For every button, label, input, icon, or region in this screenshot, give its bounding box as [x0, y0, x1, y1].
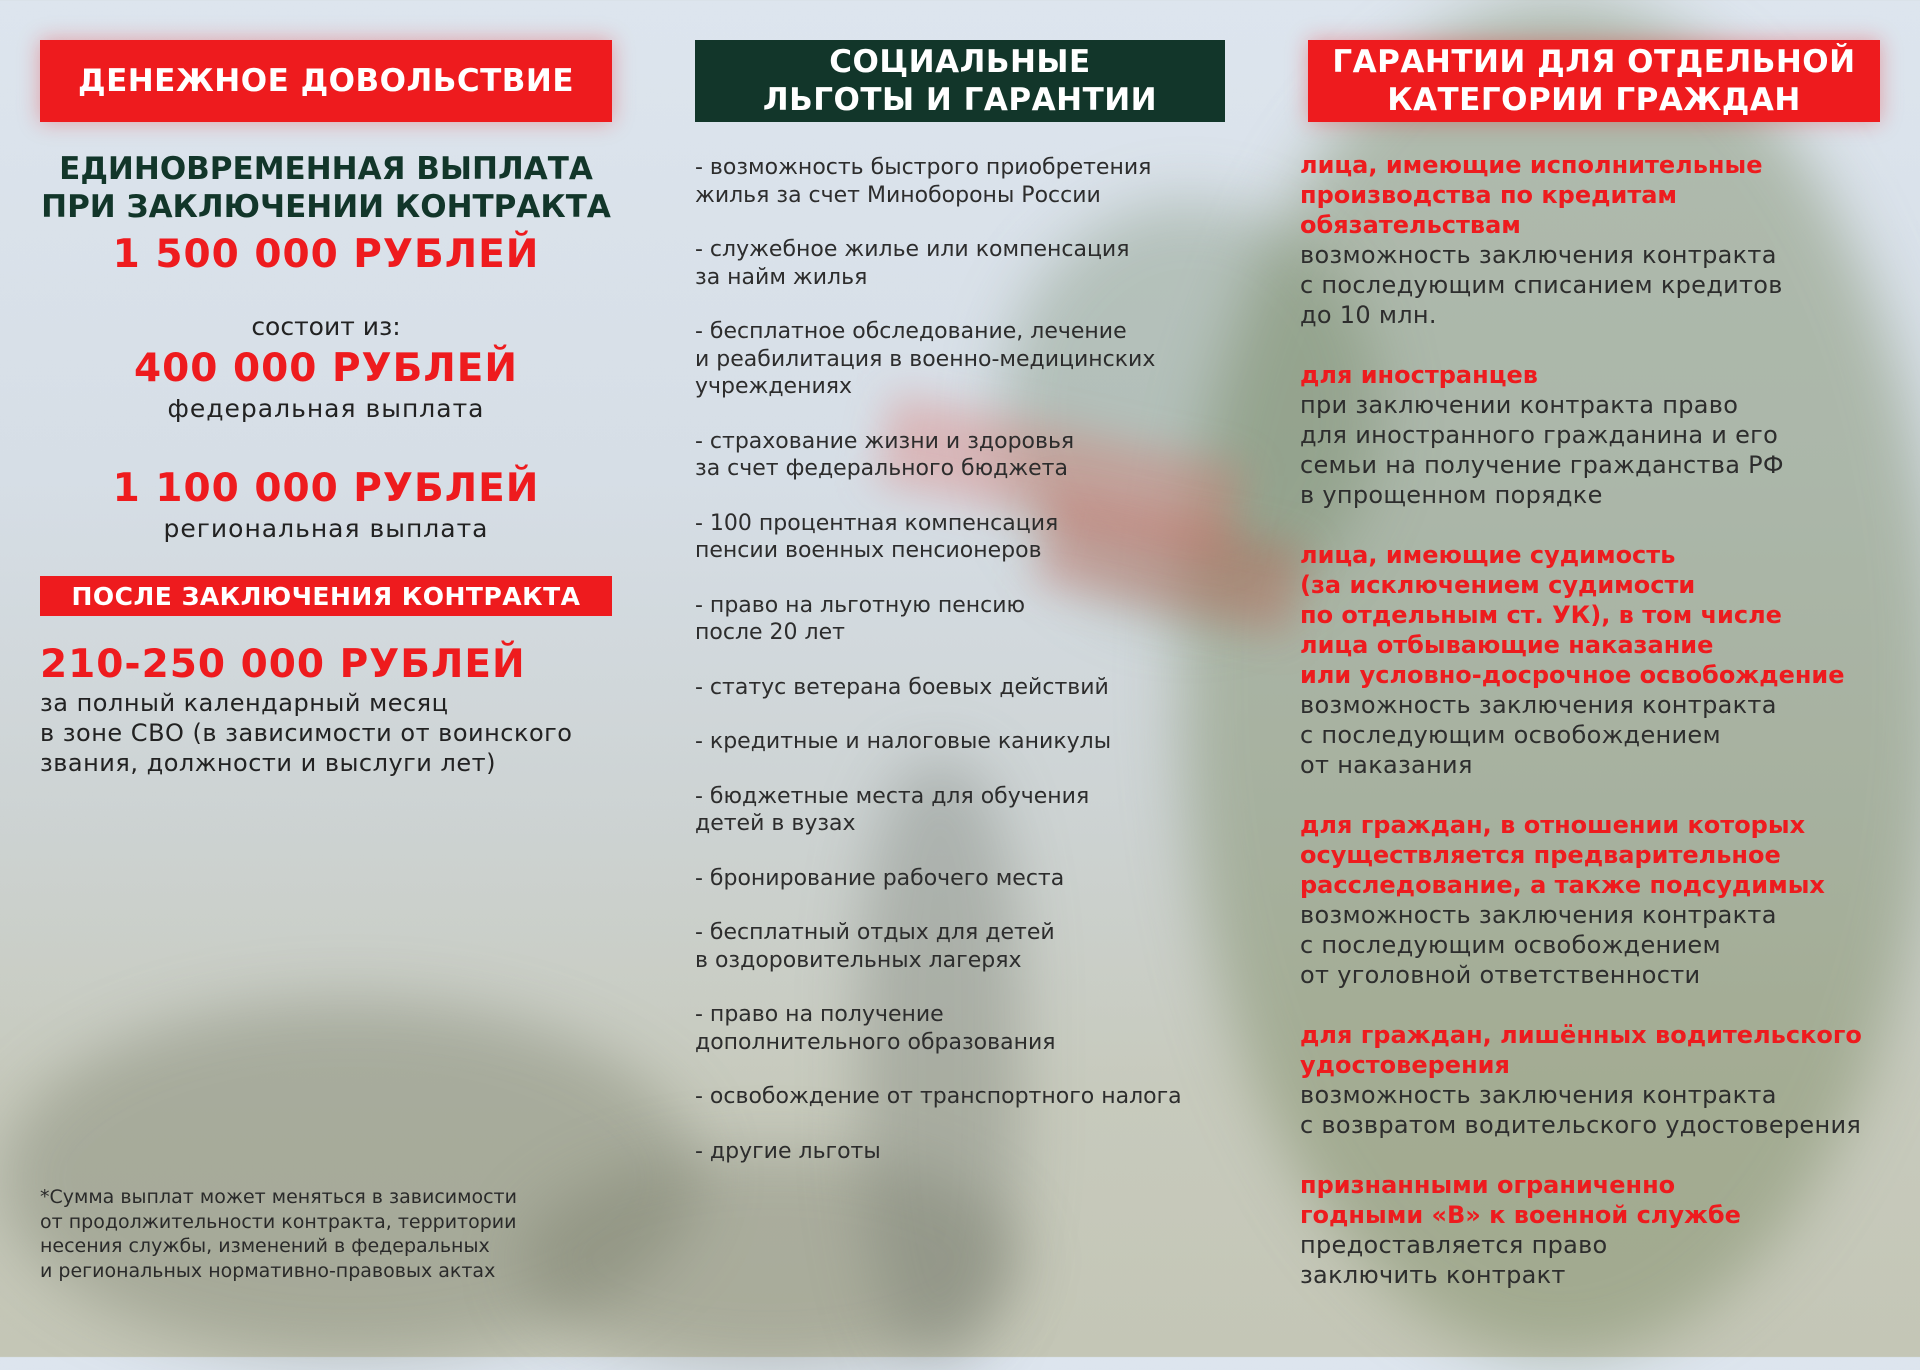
- monthly-description: [40, 688, 612, 778]
- guarantee-heading-line: признанными ограниченно: [1300, 1171, 1676, 1199]
- guarantee-heading-line: удостоверения: [1300, 1051, 1510, 1079]
- benefit-item: [695, 510, 1235, 565]
- guarantee-body-line: возможность заключения контракта: [1300, 901, 1777, 929]
- benefit-item: [695, 674, 1235, 702]
- lump-title-line-2: ПРИ ЗАКЛЮЧЕНИИ КОНТРАКТА: [41, 189, 611, 225]
- footnote-line: и региональных нормативно-правовых актах: [40, 1259, 496, 1282]
- federal-label: федеральная выплата: [167, 394, 485, 423]
- benefit-line: - освобождение от транспортного налога: [695, 1084, 1182, 1109]
- guarantee-body-line: при заключении контракта право: [1300, 391, 1739, 419]
- pay-header-text: ДЕНЕЖНОЕ ДОВОЛЬСТВИЕ: [77, 63, 575, 99]
- guarantee-heading-line: для граждан, в отношении которых: [1300, 811, 1806, 839]
- benefit-line: пенсии военных пенсионеров: [695, 538, 1042, 563]
- guarantee-heading-line: расследование, а также подсудимых: [1300, 871, 1825, 899]
- benefit-line: - бронирование рабочего места: [695, 865, 1065, 891]
- pay-column: [40, 0, 612, 1357]
- guarantee-heading-line: годными «В» к военной службе: [1300, 1201, 1741, 1229]
- footnote-line: от продолжительности контракта, территории: [40, 1210, 517, 1233]
- benefit-line: - бюджетные места для обучения: [695, 783, 1090, 809]
- social-header-line-2: ЛЬГОТЫ И ГАРАНТИИ: [762, 82, 1158, 118]
- benefit-line: после 20 лет: [695, 620, 845, 645]
- benefit-item: [695, 1083, 1235, 1111]
- guarantee-body-line: с последующим освобождением: [1300, 721, 1721, 749]
- guarantee-body-line: семьи на получение гражданства РФ: [1300, 451, 1784, 479]
- benefit-item: [695, 318, 1235, 401]
- monthly-desc-line: за полный календарный месяц: [40, 689, 449, 717]
- benefit-line: - право на льготную пенсию: [695, 592, 1026, 618]
- benefit-line: - страхование жизни и здоровья: [695, 428, 1075, 454]
- guarantee-body-line: в упрощенном порядке: [1300, 481, 1603, 509]
- guarantee-heading-line: производства по кредитам: [1300, 181, 1678, 209]
- pay-header: [40, 40, 612, 122]
- guarantee-heading-line: лица, имеющие исполнительные: [1300, 151, 1763, 179]
- benefit-line: - служебное жилье или компенсация: [695, 237, 1130, 262]
- after-contract-header: [40, 576, 612, 616]
- benefit-line: - право на получение: [695, 1002, 944, 1027]
- benefit-item: [695, 428, 1235, 483]
- guarantees-header-line-1: ГАРАНТИИ ДЛЯ ОТДЕЛЬНОЙ: [1332, 44, 1856, 80]
- benefit-item: [695, 236, 1235, 291]
- regional-label: региональная выплата: [163, 514, 489, 543]
- benefit-item: [695, 592, 1235, 647]
- guarantee-heading-line: обязательствам: [1300, 211, 1521, 239]
- benefit-line: в оздоровительных лагерях: [695, 947, 1022, 973]
- benefit-line: - другие льготы: [695, 1138, 881, 1164]
- guarantee-body-line: возможность заключения контракта: [1300, 1081, 1777, 1109]
- monthly-desc-line: в зоне СВО (в зависимости от воинского: [40, 719, 573, 747]
- benefit-line: дополнительного образования: [695, 1029, 1056, 1055]
- benefit-item: [695, 1138, 1235, 1166]
- benefit-line: и реабилитация в военно-медицинских: [695, 346, 1156, 372]
- guarantee-body-line: до 10 млн.: [1300, 301, 1437, 329]
- benefit-line: - статус ветерана боевых действий: [695, 674, 1109, 700]
- guarantee-block: [1300, 1020, 1900, 1140]
- guarantee-heading-line: для граждан, лишённых водительского: [1300, 1021, 1862, 1049]
- benefit-item: [695, 728, 1235, 756]
- benefit-line: за найм жилья: [695, 264, 868, 290]
- guarantee-body-line: для иностранного гражданина и его: [1300, 421, 1779, 449]
- guarantee-block: [1300, 540, 1900, 780]
- guarantee-heading-line: или условно-досрочное освобождение: [1300, 661, 1845, 689]
- footnote-line: *Сумма выплат может меняться в зависимости: [40, 1186, 517, 1208]
- guarantee-body-line: от уголовной ответственности: [1300, 961, 1701, 989]
- guarantee-block: [1300, 150, 1900, 330]
- guarantees-header: [1308, 40, 1880, 122]
- guarantee-body-line: заключить контракт: [1300, 1261, 1566, 1289]
- guarantee-block: [1300, 810, 1900, 990]
- social-header-line-1: СОЦИАЛЬНЫЕ: [829, 44, 1091, 80]
- guarantee-body-line: возможность заключения контракта: [1300, 241, 1777, 269]
- benefit-item: [695, 865, 1235, 893]
- benefit-line: за счет федерального бюджета: [695, 456, 1068, 481]
- monthly-amount: 210-250 000 РУБЛЕЙ: [40, 642, 526, 687]
- guarantees-list: [1300, 150, 1900, 1320]
- benefit-item: [695, 783, 1235, 838]
- benefit-line: жилья за счет Минобороны России: [695, 182, 1101, 208]
- guarantee-heading-line: осуществляется предварительное: [1300, 841, 1781, 869]
- benefit-line: учреждениях: [695, 374, 853, 399]
- guarantees-column: [1300, 0, 1890, 1357]
- guarantee-body-line: с последующим списанием кредитов: [1300, 271, 1783, 299]
- benefit-line: детей в вузах: [695, 811, 856, 836]
- benefit-line: - бесплатный отдых для детей: [695, 920, 1055, 945]
- benefit-line: - кредитные и налоговые каникулы: [695, 729, 1112, 754]
- social-header: [695, 40, 1225, 122]
- regional-amount: 1 100 000 РУБЛЕЙ: [112, 466, 540, 511]
- after-contract-header-text: ПОСЛЕ ЗАКЛЮЧЕНИЯ КОНТРАКТА: [71, 581, 581, 611]
- benefits-list: [695, 154, 1235, 1192]
- federal-amount: 400 000 РУБЛЕЙ: [133, 346, 519, 391]
- lump-title-line-1: ЕДИНОВРЕМЕННАЯ ВЫПЛАТА: [59, 151, 593, 187]
- guarantee-body-line: с последующим освобождением: [1300, 931, 1721, 959]
- guarantees-header-line-2: КАТЕГОРИИ ГРАЖДАН: [1387, 82, 1801, 118]
- benefit-item: [695, 154, 1235, 209]
- benefit-line: - бесплатное обследование, лечение: [695, 319, 1127, 344]
- guarantee-heading-line: для иностранцев: [1300, 361, 1538, 389]
- guarantee-body-line: от наказания: [1300, 751, 1473, 779]
- footnote: [40, 1185, 612, 1283]
- social-column: [695, 0, 1225, 1357]
- benefit-line: - 100 процентная компенсация: [695, 510, 1059, 536]
- guarantee-body-line: предоставляется право: [1300, 1231, 1608, 1259]
- lump-sum-title: [40, 150, 612, 226]
- benefit-line: - возможность быстрого приобретения: [695, 155, 1152, 180]
- guarantee-heading-line: лица отбывающие наказание: [1300, 631, 1714, 659]
- guarantee-heading-line: (за исключением судимости: [1300, 571, 1696, 599]
- guarantee-heading-line: лица, имеющие судимость: [1300, 541, 1676, 569]
- benefit-item: [695, 1001, 1235, 1056]
- lump-sum-amount: 1 500 000 РУБЛЕЙ: [112, 232, 540, 277]
- guarantee-heading-line: по отдельным ст. УК), в том числе: [1300, 601, 1782, 629]
- consists-label: состоит из:: [251, 312, 401, 341]
- guarantee-block: [1300, 360, 1900, 510]
- footnote-line: несения службы, изменений в федеральных: [40, 1235, 490, 1257]
- benefit-item: [695, 919, 1235, 974]
- guarantee-body-line: с возвратом водительского удостоверения: [1300, 1111, 1862, 1139]
- guarantee-block: [1300, 1170, 1900, 1290]
- guarantee-body-line: возможность заключения контракта: [1300, 691, 1777, 719]
- monthly-desc-line: звания, должности и выслуги лет): [40, 749, 496, 777]
